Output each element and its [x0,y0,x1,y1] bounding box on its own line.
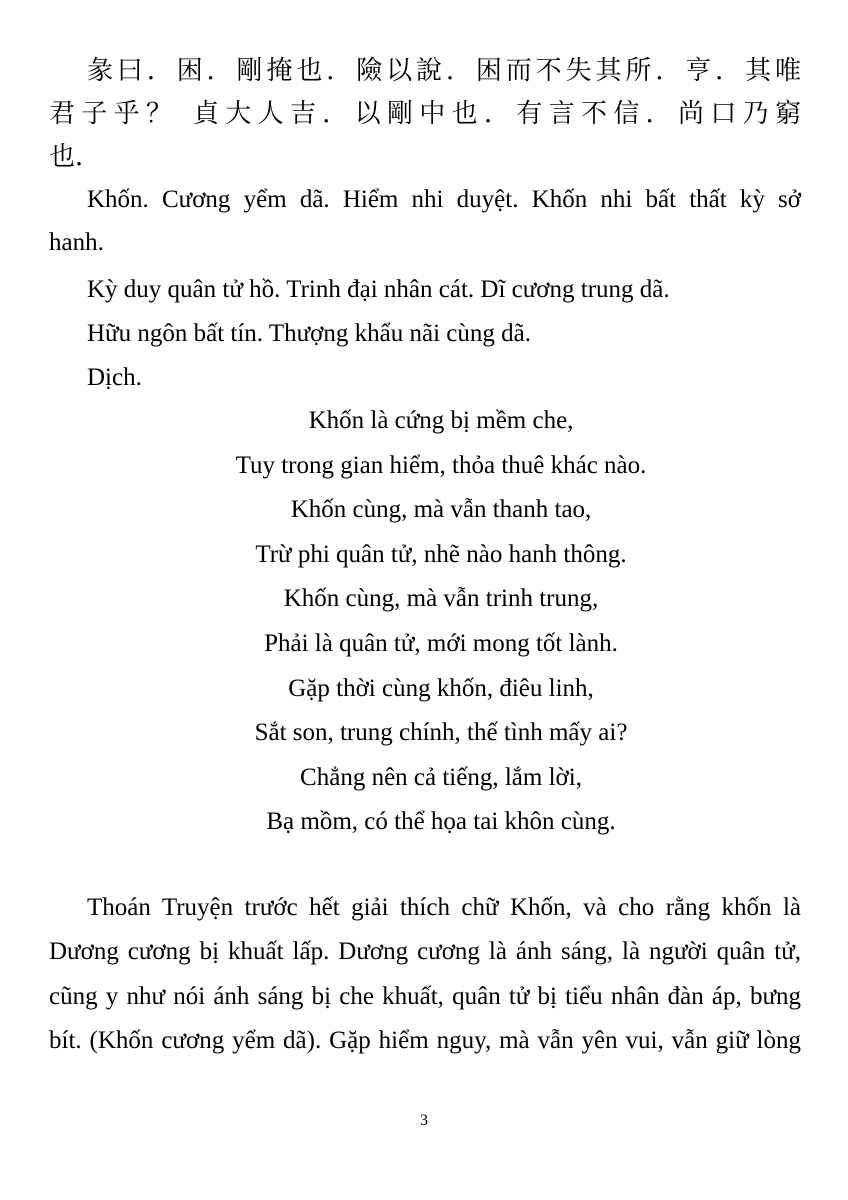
poem-line: Bạ mồm, có thể họa tai khôn cùng. [266,808,616,836]
poem-line: Khốn cùng, mà vẫn thanh tao, [290,496,592,524]
transliteration-p2: Kỳ duy quân tử hồ. Trinh đại nhân cát. Dĩ cương trung dã. [87,276,670,303]
commentary-line-1-text: Thoán Truyện trước hết giải thích chữ Khốn, và cho rằng khốn là [87,894,801,921]
chinese-line-3: 也． [49,142,102,172]
poem-line: Trừ phi quân tử, nhẽ nào hanh thông. [255,540,627,568]
commentary-line-3-text: cũng y như nói ánh sáng bị che khuất, quân tử bị tiểu nhân đàn áp, bưng [49,983,801,1010]
poem-line: Tuy trong gian hiểm, thỏa thuê khác nào. [235,451,647,479]
poem-line: Khốn cùng, mà vẫn trinh trung, [283,585,599,613]
commentary-line-4 [49,1027,801,1055]
commentary-line-3 [49,983,801,1011]
poem-line: Sắt son, trung chính, thế tình mấy ai? [254,719,628,747]
poem-line: Phải là quân tử, mới mong tốt lành. [264,629,618,657]
page-number: 3 [420,1112,428,1129]
transliteration-p4: Dịch. [87,364,142,391]
chinese-line-2: 君子乎？ 貞大人吉．以剛中也．有言不信．尚口乃窮 [49,99,801,129]
commentary-line-2 [49,938,801,966]
transliteration-p1-line1 [87,186,801,214]
commentary-line-1 [87,894,801,922]
poem-line: Gặp thời cùng khốn, điêu linh, [288,674,594,702]
poem-line: Chẳng nên cả tiếng, lắm lời, [300,763,582,791]
translated-poem [49,406,833,852]
transliteration-p1-line1-text: Khốn. Cương yểm dã. Hiểm nhi duyệt. Khốn nhi bất thất kỳ sở [87,186,801,213]
transliteration-p1-line2: hanh. [49,229,104,256]
commentary-line-2-text: Dương cương bị khuất lấp. Dương cương là ánh sáng, là người quân tử, [49,938,801,965]
chinese-passage [49,50,801,179]
poem-line: Khốn là cứng bị mềm che, [308,407,574,434]
commentary-line-4-text: bít. (Khốn cương yểm dã). Gặp hiểm nguy, mà vẫn yên vui, vẫn giữ lòng [49,1027,801,1054]
transliteration-p3: Hữu ngôn bất tín. Thượng khẩu nãi cùng dã. [87,320,531,347]
chinese-line-1: 彖曰．困．剛掩也．險以說．困而不失其所．亨．其唯 [87,56,801,86]
